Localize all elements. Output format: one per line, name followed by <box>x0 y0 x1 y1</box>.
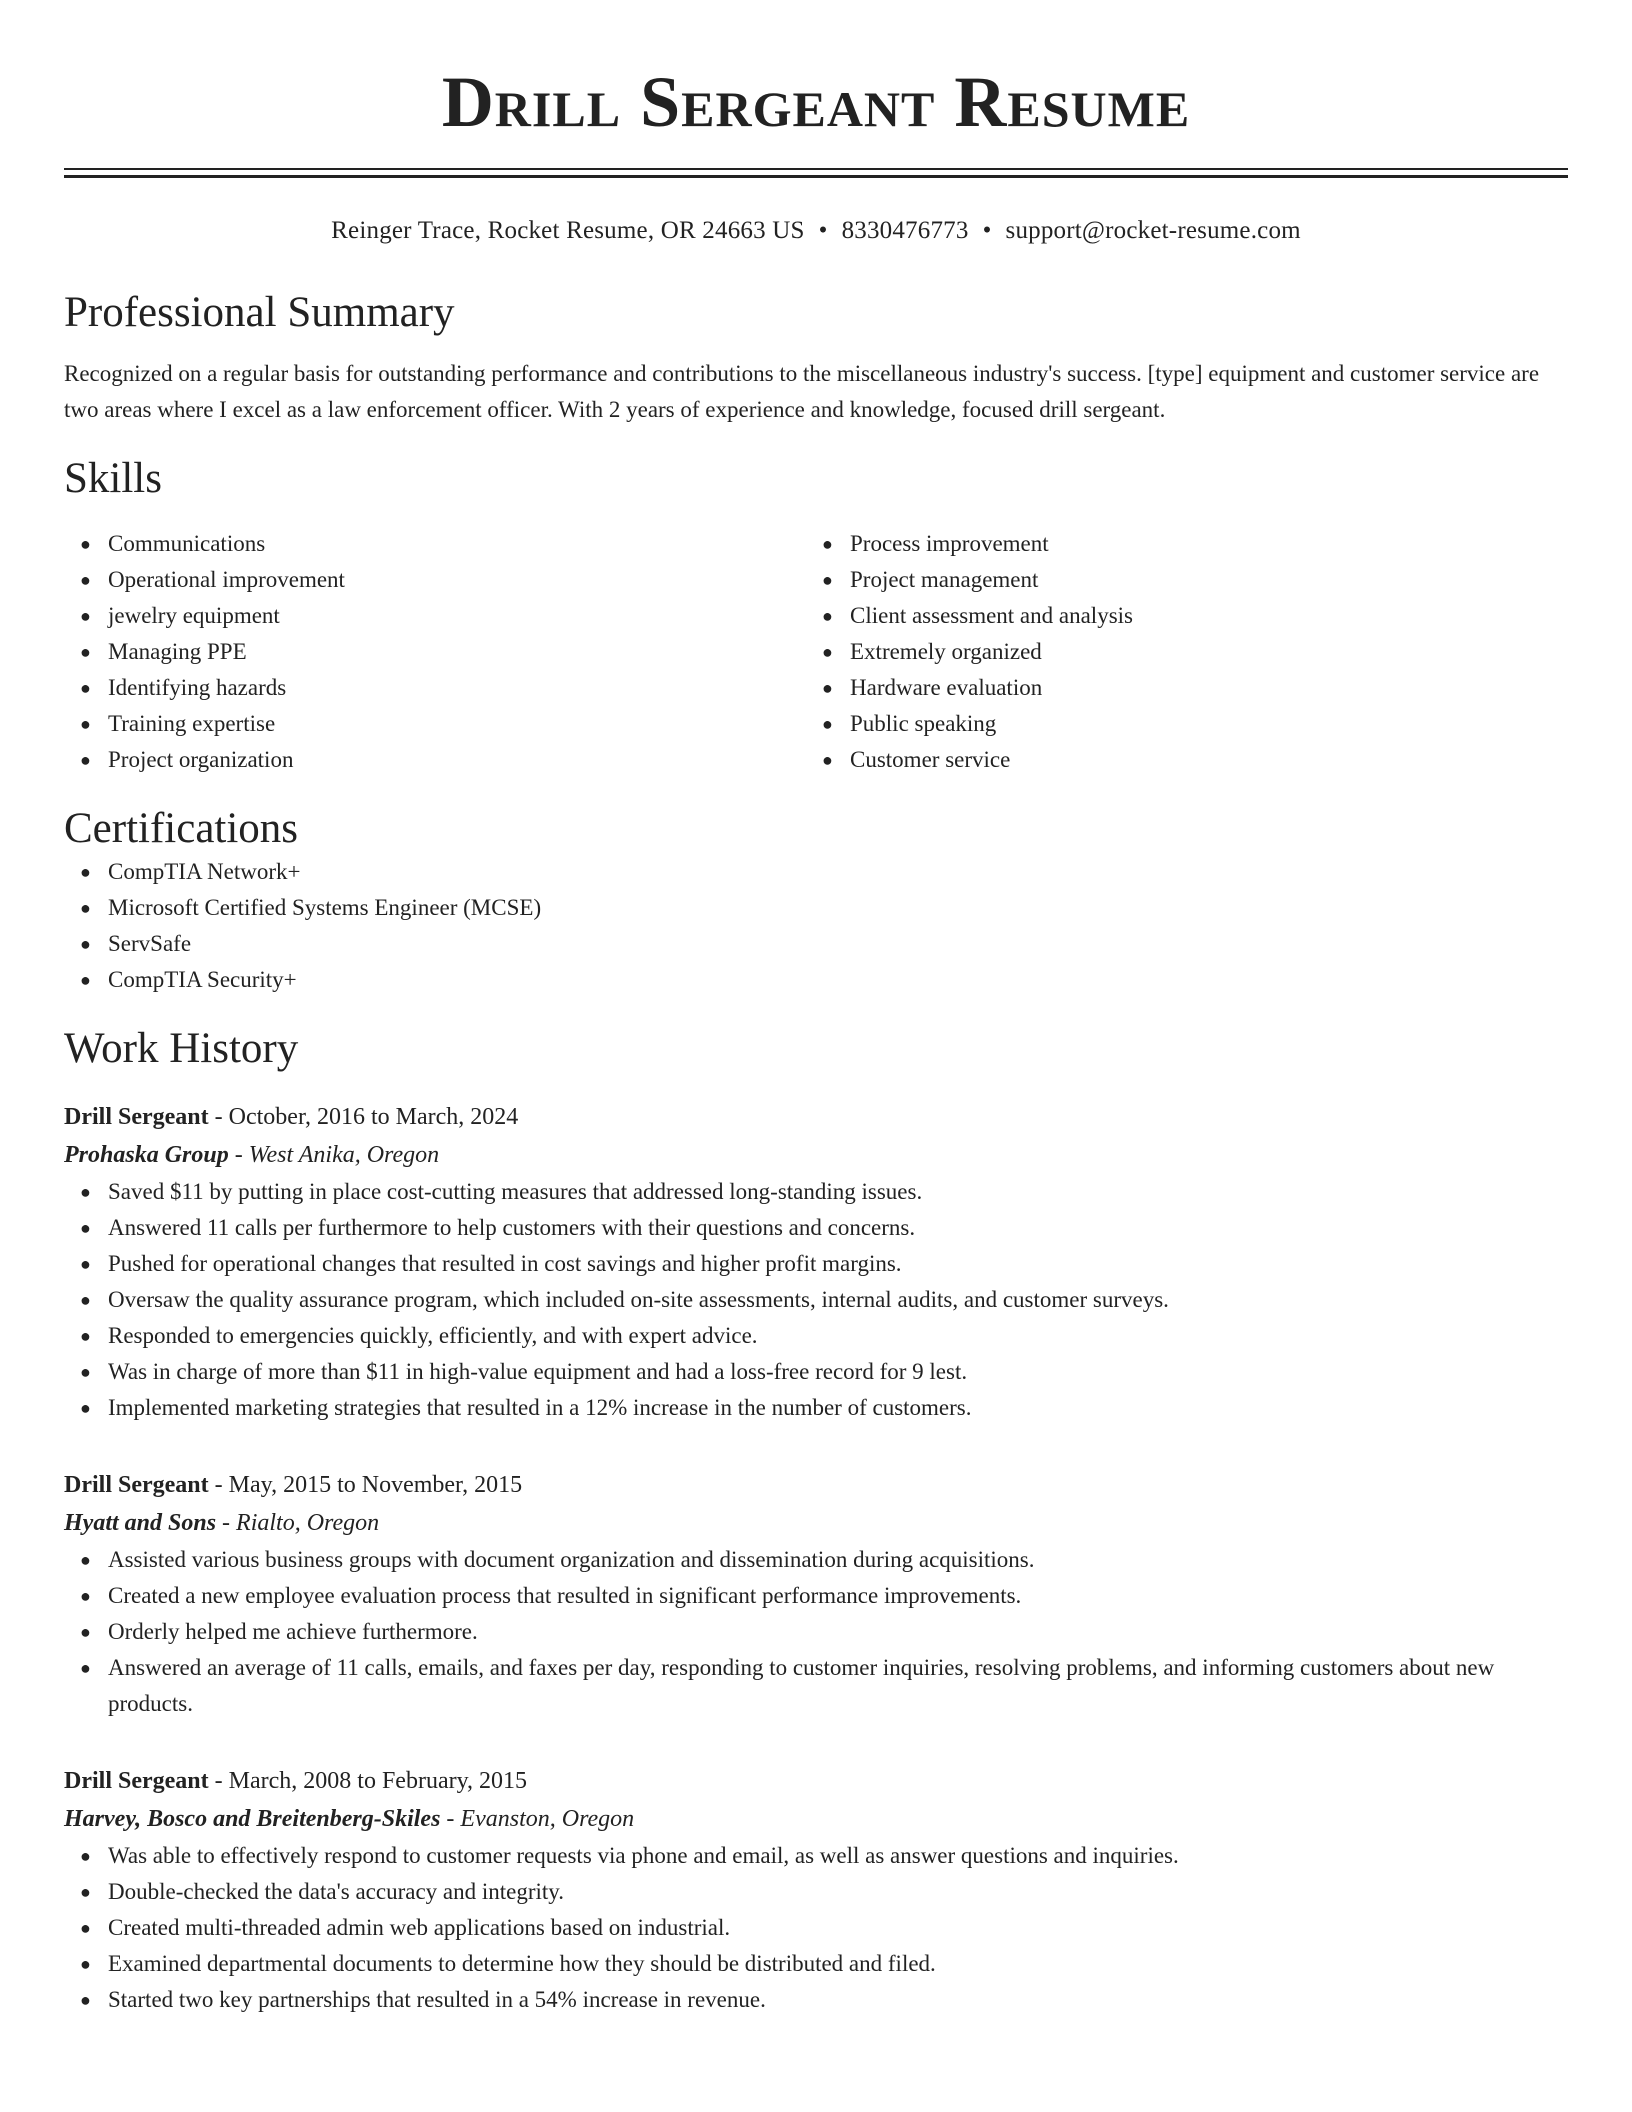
list-item-text: Project organization <box>108 747 294 772</box>
job-dash: - <box>208 1104 229 1130</box>
bullet-icon: ● <box>80 1622 91 1642</box>
bullet-icon: ● <box>80 1990 91 2010</box>
list-item-text: Customer service <box>850 747 1011 772</box>
list-item <box>64 1910 1568 1946</box>
skills-list-left <box>64 526 806 778</box>
bullet-icon: ● <box>80 934 91 954</box>
list-item-text: Saved $11 by putting in place cost-cutting measures that addressed long-standing issues. <box>108 1179 923 1204</box>
list-item <box>806 634 1548 670</box>
bullet-icon: ● <box>80 570 91 590</box>
list-item <box>64 1246 1568 1282</box>
job-company-line <box>64 1504 1568 1542</box>
list-item <box>64 1174 1568 1210</box>
list-item <box>64 706 806 742</box>
bullet-icon: ● <box>80 1882 91 1902</box>
list-item-text: Communications <box>108 531 266 556</box>
bullet-icon: ● <box>80 970 91 990</box>
bullet-icon: ● <box>822 642 833 662</box>
list-item <box>64 1578 1568 1614</box>
job-entry <box>64 1098 1568 1426</box>
bullet-icon: ● <box>80 678 91 698</box>
list-item <box>806 598 1548 634</box>
list-item-text: Examined departmental documents to determine how they should be distributed and filed. <box>108 1951 936 1976</box>
job-title-line <box>64 1762 1568 1800</box>
certifications-list <box>64 854 1568 998</box>
bullet-icon: ● <box>80 714 91 734</box>
contact-phone: 8330476773 <box>841 217 969 244</box>
list-item <box>64 1318 1568 1354</box>
job-dash: - <box>228 1142 249 1168</box>
list-item-text: Double-checked the data's accuracy and integrity. <box>108 1879 565 1904</box>
list-item <box>64 962 1568 998</box>
list-item-text: Public speaking <box>850 711 997 736</box>
list-item-text: Process improvement <box>850 531 1049 556</box>
contact-email[interactable]: support@rocket-resume.com <box>1005 217 1301 244</box>
contact-separator: • <box>982 217 992 244</box>
list-item <box>64 1614 1568 1650</box>
list-item-text: CompTIA Network+ <box>108 859 301 884</box>
list-item-text: CompTIA Security+ <box>108 967 297 992</box>
list-item <box>64 890 1568 926</box>
list-item-text: Microsoft Certified Systems Engineer (MCSE) <box>108 895 542 920</box>
list-item <box>806 670 1548 706</box>
list-item <box>64 1838 1568 1874</box>
list-item-text: Created a new employee evaluation process that resulted in significant performance improvements. <box>108 1583 1022 1608</box>
job-company: Hyatt and Sons <box>64 1510 217 1536</box>
bullet-icon: ● <box>80 1954 91 1974</box>
list-item <box>64 670 806 706</box>
work-history-list <box>64 1098 1568 2018</box>
list-item <box>64 1390 1568 1426</box>
contact-address: Reinger Trace, Rocket Resume, OR 24663 US <box>331 217 805 244</box>
bullet-icon: ● <box>80 606 91 626</box>
bullet-icon: ● <box>80 1218 91 1238</box>
bullet-icon: ● <box>80 1586 91 1606</box>
bullet-icon: ● <box>80 1182 91 1202</box>
list-item <box>806 562 1548 598</box>
skills-list-right <box>806 526 1548 778</box>
job-bullets <box>64 1838 1568 2018</box>
list-item <box>64 634 806 670</box>
list-item-text: Pushed for operational changes that resulted in cost savings and higher profit margins. <box>108 1251 902 1276</box>
list-item-text: Responded to emergencies quickly, efficiently, and with expert advice. <box>108 1323 758 1348</box>
list-item <box>64 1354 1568 1390</box>
bullet-icon: ● <box>80 1326 91 1346</box>
title-divider <box>64 168 1568 178</box>
job-entry <box>64 1762 1568 2018</box>
bullet-icon: ● <box>80 862 91 882</box>
list-item-text: Answered an average of 11 calls, emails, and faxes per day, responding to customer inquiries, resolving problems, and informing customers about new products. <box>108 1655 1495 1716</box>
job-dash: - <box>208 1472 229 1498</box>
list-item-text: jewelry equipment <box>108 603 280 628</box>
list-item-text: Training expertise <box>108 711 276 736</box>
list-item-text: Answered 11 calls per furthermore to help customers with their questions and concerns. <box>108 1215 916 1240</box>
bullet-icon: ● <box>822 678 833 698</box>
bullet-icon: ● <box>80 898 91 918</box>
work-history-heading: Work History <box>64 1025 299 1072</box>
job-title: Drill Sergeant <box>64 1472 209 1498</box>
job-company: Harvey, Bosco and Breitenberg-Skiles <box>64 1806 441 1832</box>
list-item-text: ServSafe <box>108 931 192 956</box>
job-company-line <box>64 1136 1568 1174</box>
list-item <box>64 854 1568 890</box>
bullet-icon: ● <box>822 570 833 590</box>
bullet-icon: ● <box>80 750 91 770</box>
bullet-icon: ● <box>80 1362 91 1382</box>
job-company: Prohaska Group <box>64 1142 229 1168</box>
job-bullets <box>64 1542 1568 1722</box>
list-item-text: Started two key partnerships that resulted in a 54% increase in revenue. <box>108 1987 766 2012</box>
list-item <box>806 526 1548 562</box>
skills-heading: Skills <box>64 455 162 502</box>
job-title: Drill Sergeant <box>64 1104 209 1130</box>
list-item-text: Created multi-threaded admin web applications based on industrial. <box>108 1915 731 1940</box>
list-item <box>64 1650 1568 1722</box>
job-dates: October, 2016 to March, 2024 <box>228 1104 519 1130</box>
job-company-line <box>64 1800 1568 1838</box>
job-location: Evanston, Oregon <box>460 1806 635 1832</box>
bullet-icon: ● <box>80 642 91 662</box>
list-item-text: Operational improvement <box>108 567 345 592</box>
bullet-icon: ● <box>80 1398 91 1418</box>
skills-column-right <box>806 526 1548 778</box>
list-item-text: Orderly helped me achieve furthermore. <box>108 1619 478 1644</box>
list-item-text: Was able to effectively respond to customer requests via phone and email, as well as answer questions and inquiries. <box>108 1843 1179 1868</box>
skills-column-left <box>64 526 806 778</box>
bullet-icon: ● <box>822 606 833 626</box>
bullet-icon: ● <box>822 714 833 734</box>
resume-title: Drill Sergeant Resume <box>441 62 1191 142</box>
job-bullets <box>64 1174 1568 1426</box>
list-item <box>64 926 1568 962</box>
job-dash: - <box>216 1510 237 1536</box>
list-item <box>64 1982 1568 2018</box>
list-item-text: Managing PPE <box>108 639 247 664</box>
job-title-line <box>64 1098 1568 1136</box>
list-item <box>64 1210 1568 1246</box>
list-item-text: Client assessment and analysis <box>850 603 1133 628</box>
job-dash: - <box>440 1806 461 1832</box>
list-item <box>64 1282 1568 1318</box>
summary-heading: Professional Summary <box>64 289 455 336</box>
list-item <box>64 1946 1568 1982</box>
bullet-icon: ● <box>822 750 833 770</box>
list-item-text: Project management <box>850 567 1039 592</box>
summary-text: Recognized on a regular basis for outstanding performance and contributions to the miscellaneous industry's success. [type] equipment and customer service are two areas where I excel as a law enforcement officer. With 2 years of experience and knowledge, focused drill sergeant. <box>64 361 1540 422</box>
bullet-icon: ● <box>80 1658 91 1678</box>
job-dates: March, 2008 to February, 2015 <box>228 1768 528 1794</box>
list-item-text: Was in charge of more than $11 in high-value equipment and had a loss-free record for 9 lest. <box>108 1359 968 1384</box>
list-item-text: Assisted various business groups with document organization and dissemination during acquisitions. <box>108 1547 1035 1572</box>
job-title: Drill Sergeant <box>64 1768 209 1794</box>
list-item <box>64 562 806 598</box>
list-item <box>64 742 806 778</box>
list-item-text: Identifying hazards <box>108 675 287 700</box>
list-item <box>64 1874 1568 1910</box>
bullet-icon: ● <box>822 534 833 554</box>
list-item-text: Extremely organized <box>850 639 1042 664</box>
job-title-line <box>64 1466 1568 1504</box>
list-item <box>806 706 1548 742</box>
list-item <box>64 1542 1568 1578</box>
list-item-text: Hardware evaluation <box>850 675 1043 700</box>
job-location: Rialto, Oregon <box>236 1510 380 1536</box>
bullet-icon: ● <box>80 1846 91 1866</box>
certifications-heading: Certifications <box>64 805 299 852</box>
list-item <box>64 526 806 562</box>
job-dates: May, 2015 to November, 2015 <box>228 1472 523 1498</box>
list-item <box>806 742 1548 778</box>
contact-line <box>64 214 1568 248</box>
resume-page <box>64 0 1568 2018</box>
job-dash: - <box>208 1768 229 1794</box>
list-item-text: Oversaw the quality assurance program, which included on-site assessments, internal audits, and customer surveys. <box>108 1287 1169 1312</box>
bullet-icon: ● <box>80 534 91 554</box>
list-item-text: Implemented marketing strategies that resulted in a 12% increase in the number of customers. <box>108 1395 972 1420</box>
job-location: West Anika, Oregon <box>248 1142 440 1168</box>
contact-separator: • <box>818 217 828 244</box>
bullet-icon: ● <box>80 1254 91 1274</box>
bullet-icon: ● <box>80 1918 91 1938</box>
list-item <box>64 598 806 634</box>
job-entry <box>64 1466 1568 1722</box>
bullet-icon: ● <box>80 1550 91 1570</box>
skills-grid <box>64 526 1568 778</box>
bullet-icon: ● <box>80 1290 91 1310</box>
